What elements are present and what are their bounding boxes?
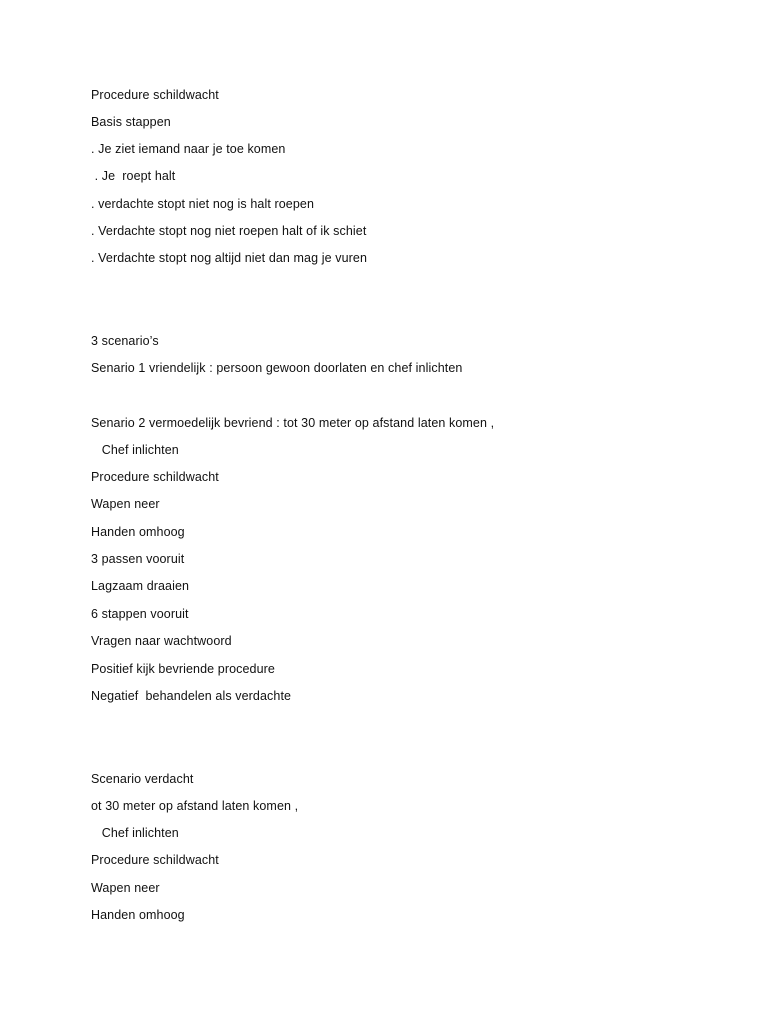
text-line: Vragen naar wachtwoord: [91, 634, 232, 648]
text-line: Negatief behandelen als verdachte: [91, 689, 292, 703]
text-line: . Je roept halt: [91, 169, 176, 183]
text-line: Wapen neer: [91, 497, 160, 511]
text-line: 3 passen vooruit: [91, 552, 185, 566]
text-line: Chef inlichten: [91, 826, 179, 840]
text-line: Wapen neer: [91, 881, 160, 895]
section-heading-basis: Basis stappen: [91, 115, 171, 129]
text-line: Handen omhoog: [91, 908, 185, 922]
text-line: Senario 1 vriendelijk : persoon gewoon doorlaten en chef inlichten: [91, 361, 463, 375]
text-line: . Verdachte stopt nog niet roepen halt of ik schiet: [91, 224, 367, 238]
doc-title: Procedure schildwacht: [91, 88, 219, 102]
text-line: . verdachte stopt niet nog is halt roepen: [91, 197, 314, 211]
section-heading-scenarios: 3 scenario’s: [91, 334, 159, 348]
text-line: ot 30 meter op afstand laten komen ,: [91, 799, 299, 813]
text-line: . Je ziet iemand naar je toe komen: [91, 142, 286, 156]
text-line: . Verdachte stopt nog altijd niet dan mag je vuren: [91, 251, 368, 265]
text-line: Senario 2 vermoedelijk bevriend : tot 30 meter op afstand laten komen ,: [91, 416, 495, 430]
text-line: Positief kijk bevriende procedure: [91, 662, 275, 676]
text-line: Procedure schildwacht: [91, 853, 219, 867]
section-heading-verdacht: Scenario verdacht: [91, 772, 194, 786]
text-line: 6 stappen vooruit: [91, 607, 189, 621]
text-line: Handen omhoog: [91, 525, 185, 539]
text-line: Lagzaam draaien: [91, 579, 190, 593]
text-line: Procedure schildwacht: [91, 470, 219, 484]
text-line: Chef inlichten: [91, 443, 179, 457]
